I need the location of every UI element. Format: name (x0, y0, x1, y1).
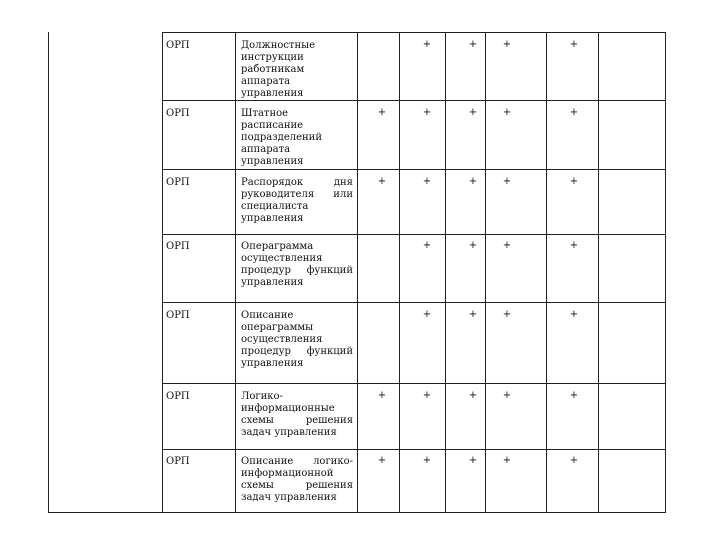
row-mark: + (422, 107, 432, 118)
row-description: Логико-информационные схемы решения задач управления (241, 391, 353, 438)
row-description: Штатное расписание подразделений аппарата управления (241, 108, 323, 167)
row-mark: + (422, 390, 432, 401)
table-row-divider (162, 100, 665, 101)
row-mark: + (569, 107, 579, 118)
row-mark: + (502, 455, 512, 466)
row-mark: + (569, 39, 579, 50)
row-description: Операграмма осуществления процедур функций управления (241, 241, 353, 288)
row-mark: + (377, 176, 387, 187)
row-mark: + (377, 390, 387, 401)
row-mark: + (569, 390, 579, 401)
row-code: ОРП (166, 310, 190, 321)
row-mark: + (468, 176, 478, 187)
row-mark: + (377, 107, 387, 118)
row-mark: + (468, 390, 478, 401)
row-code: ОРП (166, 391, 190, 402)
table-row-divider (162, 169, 665, 170)
row-mark: + (468, 240, 478, 251)
row-mark: + (377, 455, 387, 466)
row-code: ОРП (166, 177, 190, 188)
row-mark: + (422, 176, 432, 187)
table-column-divider (598, 32, 599, 513)
table-row-divider (162, 302, 665, 303)
row-code: ОРП (166, 456, 190, 467)
row-mark: + (569, 309, 579, 320)
row-mark: + (569, 240, 579, 251)
row-mark: + (422, 39, 432, 50)
row-code: ОРП (166, 40, 190, 51)
row-mark: + (468, 107, 478, 118)
table-column-divider (235, 32, 236, 513)
table-row-divider (162, 32, 665, 33)
row-description: Распорядок дня руководителя или специалиста управления (241, 177, 353, 224)
row-mark: + (502, 39, 512, 50)
table-column-divider (485, 32, 486, 513)
row-code: ОРП (166, 241, 190, 252)
table-border-left (48, 32, 49, 513)
row-mark: + (502, 240, 512, 251)
row-mark: + (502, 107, 512, 118)
row-description: Должностные инструкции работникам аппарата управления (241, 40, 316, 99)
row-mark: + (468, 309, 478, 320)
row-description: Описание логико-информационной схемы решения задач управления (241, 456, 353, 503)
table-border-bottom (48, 512, 665, 513)
row-mark: + (569, 455, 579, 466)
table-column-divider (357, 32, 358, 513)
row-mark: + (468, 39, 478, 50)
table-column-divider (546, 32, 547, 513)
row-mark: + (422, 240, 432, 251)
table-column-divider (162, 32, 163, 513)
table-column-divider (399, 32, 400, 513)
row-mark: + (422, 455, 432, 466)
row-mark: + (422, 309, 432, 320)
table-row-divider (162, 234, 665, 235)
row-code: ОРП (166, 108, 190, 119)
row-mark: + (502, 176, 512, 187)
row-mark: + (569, 176, 579, 187)
table-row-divider (162, 449, 665, 450)
table-column-divider (445, 32, 446, 513)
row-description: Описание операграммы осуществления процедур функций управления (241, 310, 353, 369)
row-mark: + (502, 390, 512, 401)
table-border-right (665, 32, 666, 513)
table-row-divider (162, 383, 665, 384)
row-mark: + (468, 455, 478, 466)
row-mark: + (502, 309, 512, 320)
